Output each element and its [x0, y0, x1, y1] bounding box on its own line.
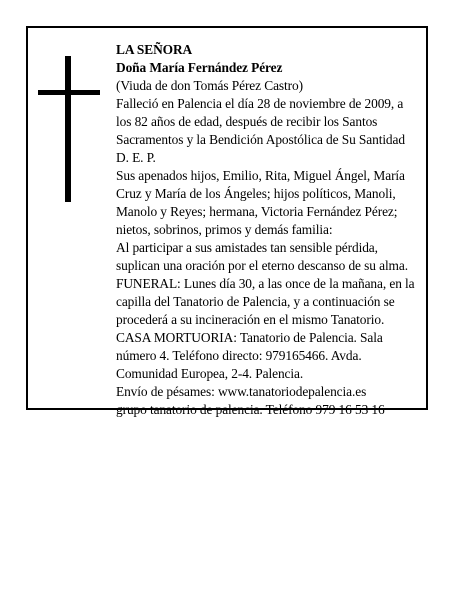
- deceased-name: Doña María Fernández Pérez: [116, 60, 283, 75]
- obituary-notice: [26, 26, 428, 417]
- prayer-request: Al participar a sus amistades tan sensible pérdida, suplican una oración por el eterno descanso de su alma.: [116, 240, 408, 273]
- footer-line: grupo tanatorio de palencia. Teléfono 979 16 53 16: [116, 402, 385, 417]
- widow-of-line: (Viuda de don Tomás Pérez Castro): [116, 78, 303, 93]
- notice-title: LA SEÑORA: [116, 42, 193, 57]
- mortuary-details: CASA MORTUORIA: Tanatorio de Palencia. Sala número 4. Teléfono directo: 979165466. Avda. Comunidad Europea, 2-4. Palencia.: [116, 330, 383, 381]
- condolences-line: Envío de pésames: www.tanatoriodepalencia.es: [116, 384, 367, 399]
- notice-text: [116, 41, 420, 419]
- cross-vertical-bar: [65, 56, 71, 202]
- cross-icon: [38, 56, 100, 202]
- family-list: Sus apenados hijos, Emilio, Rita, Miguel Ángel, María Cruz y María de los Ángeles; hijos políticos, Manoli, Manolo y Reyes; hermana, Victoria Fernández Pérez; nietos, sobrinos, primos y demás familia:: [116, 168, 405, 237]
- death-announcement: Falleció en Palencia el día 28 de noviembre de 2009, a los 82 años de edad, después de recibir los Santos Sacramentos y la Bendición Apostólica de Su Santidad D. E. P.: [116, 96, 405, 165]
- funeral-details: FUNERAL: Lunes día 30, a las once de la mañana, en la capilla del Tanatorio de Palencia, y a continuación se procederá a su incineración en el mismo Tanatorio.: [116, 276, 415, 327]
- cross-horizontal-bar: [38, 90, 100, 95]
